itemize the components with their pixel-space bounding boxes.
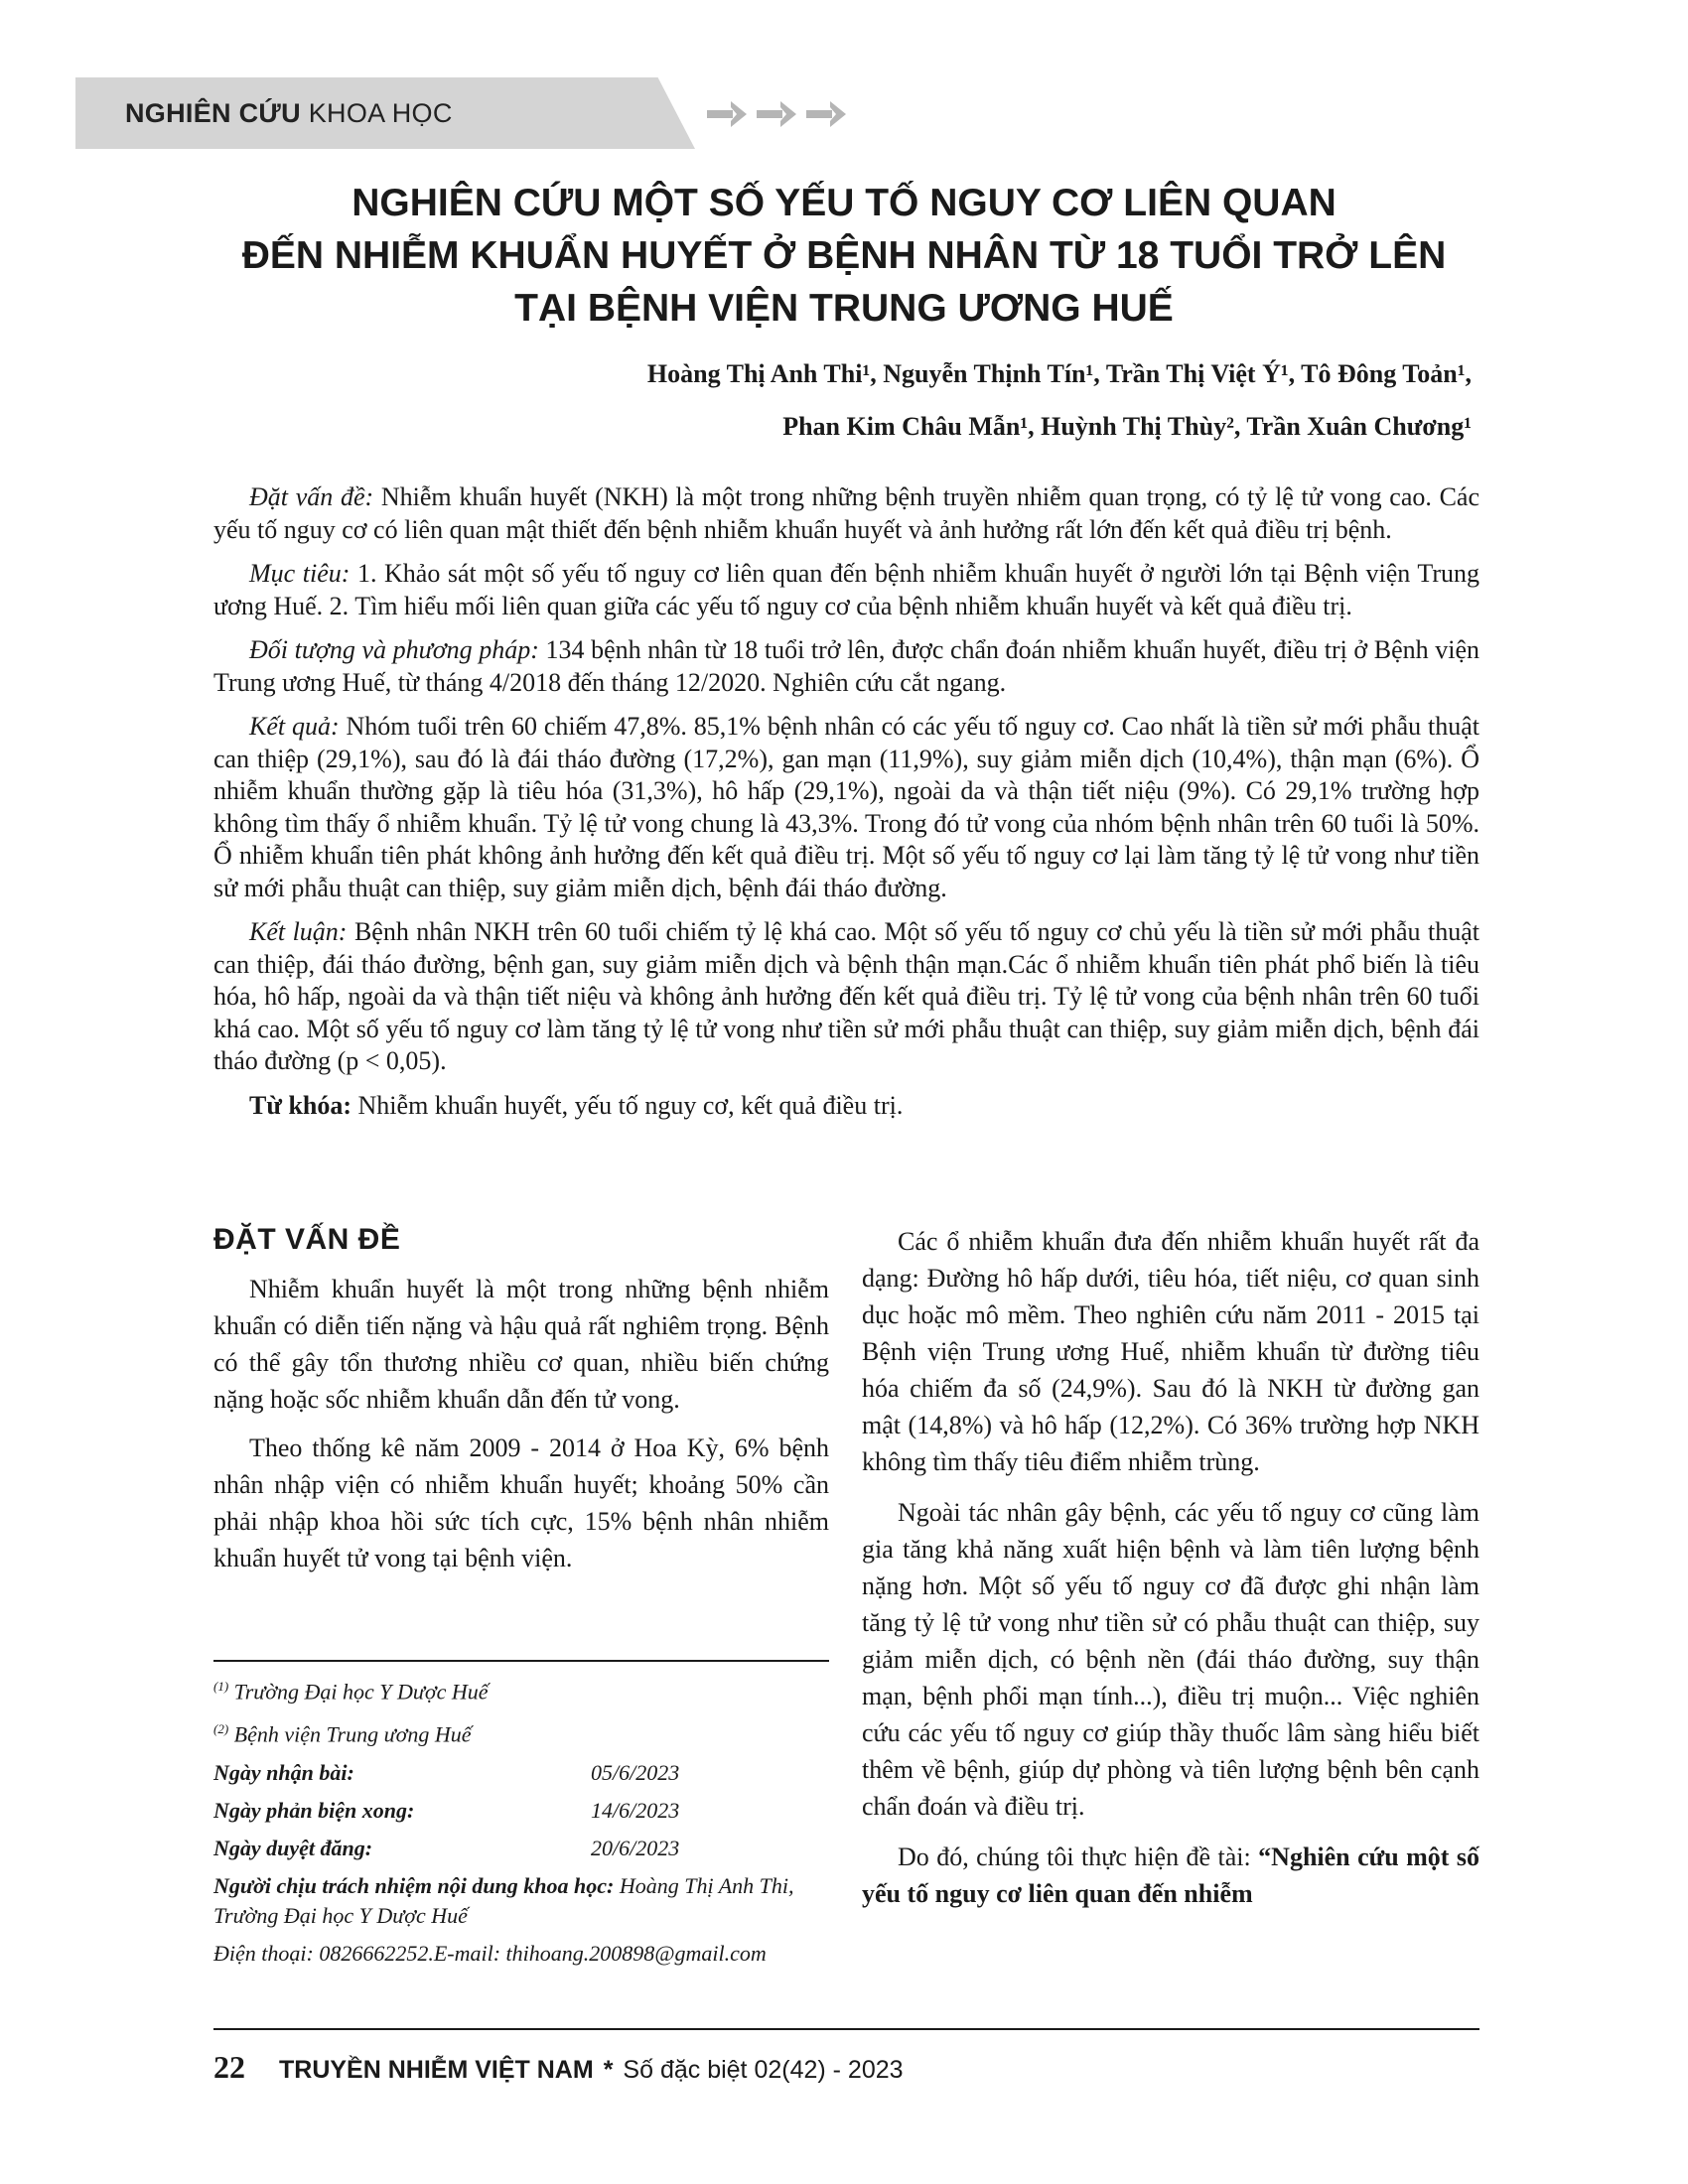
abstract-objective-label: Mục tiêu:	[249, 559, 351, 588]
article-title	[149, 177, 1539, 335]
abstract	[213, 481, 1479, 1134]
abstract-background-label: Đặt vấn đề:	[249, 482, 374, 511]
right-column	[862, 1223, 1479, 1926]
abstract-methods-text: 134 bệnh nhân từ 18 tuổi trở lên, được chẩn đoán nhiễm khuẩn huyết, điều trị ở Bệnh viện Trung ương Huế, từ tháng 4/2018 đến tháng 12/2020. Nghiên cứu cắt ngang.	[213, 635, 1479, 697]
accepted-value: 20/6/2023	[591, 1835, 680, 1860]
footer-rule	[213, 2028, 1479, 2030]
abstract-conclusion-text: Bệnh nhân NKH trên 60 tuổi chiếm tỷ lệ khá cao. Một số yếu tố nguy cơ chủ yếu là tiền sử mới phẫu thuật can thiệp, đái tháo đường, bệnh gan, suy giảm miễn dịch và bệnh thận mạn.Các ổ nhiễm khuẩn tiên phát phổ biến là tiêu hóa, hô hấp, ngoài da và thận tiết niệu và không ảnh hưởng đến kết quả điều trị. Tỷ lệ tử vong của bệnh nhân trên 60 tuổi khá cao. Một số yếu tố nguy cơ làm tăng tỷ lệ tử vong như tiền sử mới phẫu thuật can thiệp, suy giảm miễn dịch, bệnh đái tháo đường (p < 0,05).	[213, 917, 1479, 1075]
article-title-line1: NGHIÊN CỨU MỘT SỐ YẾU TỐ NGUY CƠ LIÊN QUAN	[352, 182, 1336, 224]
article-footnote	[213, 1660, 829, 1977]
author-line2: Phan Kim Châu Mẫn¹, Huỳnh Thị Thùy², Trần Xuân Chương¹	[782, 412, 1472, 441]
section-header-label	[125, 91, 453, 135]
abstract-methods	[213, 634, 1479, 699]
affiliation-2	[213, 1714, 829, 1749]
affiliation-1-text: Trường Đại học Y Dược Huế	[228, 1679, 489, 1705]
reviewed-label: Ngày phản biện xong:	[213, 1797, 415, 1823]
abstract-methods-label: Đối tượng và phương pháp:	[249, 635, 539, 664]
section-heading: ĐẶT VẤN ĐỀ	[213, 1223, 401, 1256]
affiliation-1	[213, 1672, 829, 1706]
received-label: Ngày nhận bài:	[213, 1759, 354, 1785]
triple-arrow-right-icon	[707, 97, 856, 131]
accepted-label: Ngày duyệt đăng:	[213, 1835, 373, 1860]
responsible-author	[213, 1871, 829, 1931]
left-column	[213, 1223, 829, 1588]
affiliation-2-mark: (2)	[213, 1721, 229, 1737]
received-value: 05/6/2023	[591, 1759, 680, 1785]
left-body-text	[213, 1271, 829, 1576]
reviewed-value: 14/6/2023	[591, 1797, 680, 1823]
author-line1: Hoàng Thị Anh Thi¹, Nguyễn Thịnh Tín¹, Trần Thị Việt Ý¹, Tô Đông Toản¹,	[646, 359, 1472, 388]
contact-info: Điện thoại: 0826662252.E-mail: thihoang.200898@gmail.com	[213, 1940, 767, 1966]
responsible-label: Người chịu trách nhiệm nội dung khoa học:	[213, 1872, 615, 1898]
abstract-results-label: Kết quả:	[249, 712, 340, 741]
right-paragraph-3-lead: Do đó, chúng tôi thực hiện đề tài:	[898, 1843, 1259, 1871]
affiliation-1-mark: (1)	[213, 1679, 229, 1694]
keywords-label: Từ khóa:	[249, 1090, 352, 1120]
right-body-text	[862, 1223, 1479, 1912]
received-date-row	[213, 1758, 829, 1788]
reviewed-date-row	[213, 1796, 829, 1826]
abstract-results-text: Nhóm tuổi trên 60 chiếm 47,8%. 85,1% bệnh nhân có các yếu tố nguy cơ. Cao nhất là tiền sử mới phẫu thuật can thiệp (29,1%), sau đó là đái tháo đường (17,2%), gan mạn (11,9%), suy giảm miễn dịch (10,4%), thận mạn (6%). Ổ nhiễm khuẩn thường gặp là tiêu hóa (31,3%), hô hấp (29,1%), ngoài da và thận tiết niệu (9%). Có 29,1% trường hợp không tìm thấy ổ nhiễm khuẩn. Tỷ lệ tử vong chung là 43,3%. Trong đó tử vong của nhóm bệnh nhân trên 60 tuổi là 50%. Ổ nhiễm khuẩn tiên phát không ảnh hưởng đến kết quả điều trị. Một số yếu tố nguy cơ lại làm tăng tỷ lệ tử vong như tiền sử mới phẫu thuật can thiệp, suy giảm miễn dịch, bệnh đái tháo đường.	[213, 712, 1479, 902]
responsible-value: Hoàng Thị Anh Thi, Trường Đại học Y Dược Huế	[213, 1872, 794, 1928]
footer-star: *	[603, 2056, 614, 2084]
section-header-regular: KHOA HỌC	[300, 98, 453, 128]
abstract-background-text: Nhiễm khuẩn huyết (NKH) là một trong những bệnh truyền nhiễm quan trọng, có tỷ lệ tử vong cao. Các yếu tố nguy cơ có liên quan mật thiết đến bệnh nhiễm khuẩn huyết và ảnh hưởng rất lớn đến kết quả điều trị bệnh.	[213, 482, 1479, 544]
journal-name: TRUYỀN NHIỄM VIỆT NAM	[279, 2056, 594, 2084]
abstract-objective-text: 1. Khảo sát một số yếu tố nguy cơ liên quan đến bệnh nhiễm khuẩn huyết ở người lớn tại Bệnh viện Trung ương Huế. 2. Tìm hiểu mối liên quan giữa các yếu tố nguy cơ của bệnh nhiễm khuẩn huyết và kết quả điều trị.	[213, 559, 1479, 620]
affiliation-2-text: Bệnh viện Trung ương Huế	[228, 1721, 472, 1747]
abstract-background	[213, 481, 1479, 546]
abstract-conclusion-label: Kết luận:	[249, 917, 348, 946]
right-paragraph-3	[862, 1839, 1479, 1912]
left-paragraph-2: Theo thống kê năm 2009 - 2014 ở Hoa Kỳ, 6% bệnh nhân nhập viện có nhiễm khuẩn huyết; khoảng 50% cần phải nhập khoa hồi sức tích cực, 15% bệnh nhân nhiễm khuẩn huyết tử vong tại bệnh viện.	[213, 1433, 829, 1572]
page-number: 22	[213, 2049, 245, 2085]
right-paragraph-2: Ngoài tác nhân gây bệnh, các yếu tố nguy cơ cũng làm gia tăng khả năng xuất hiện bệnh và làm tiên lượng bệnh nặng hơn. Một số yếu tố nguy cơ đã được ghi nhận làm tăng tỷ lệ tử vong như tiền sử có phẫu thuật can thiệp, suy giảm miễn dịch, có bệnh nền (đái tháo đường, suy thận mạn, bệnh phổi mạn tính...), điều trị muộn... Việc nghiên cứu các yếu tố nguy cơ giúp thầy thuốc lâm sàng hiểu biết thêm về bệnh, giúp dự phòng và tiên lượng bệnh bên cạnh chẩn đoán và điều trị.	[862, 1498, 1479, 1821]
left-paragraph-1: Nhiễm khuẩn huyết là một trong những bệnh nhiễm khuẩn có diễn tiến nặng và hậu quả rất nghiêm trọng. Bệnh có thể gây tổn thương nhiều cơ quan, nhiều biến chứng nặng hoặc sốc nhiễm khuẩn dẫn đến tử vong.	[213, 1275, 829, 1414]
author-list	[647, 347, 1472, 453]
article-title-line2: ĐẾN NHIỄM KHUẨN HUYẾT Ở BỆNH NHÂN TỪ 18 TUỔI TRỞ LÊN	[241, 234, 1447, 277]
article-title-line3: TẠI BỆNH VIỆN TRUNG ƯƠNG HUẾ	[514, 287, 1174, 330]
abstract-keywords	[213, 1090, 1479, 1123]
accepted-date-row	[213, 1834, 829, 1863]
keywords-text: Nhiễm khuẩn huyết, yếu tố nguy cơ, kết quả điều trị.	[352, 1090, 904, 1120]
study-title-quote: “Nghiên cứu một số yếu tố nguy cơ liên quan đến nhiễm	[862, 1843, 1479, 1908]
section-header-bold: NGHIÊN CỨU	[125, 98, 301, 128]
journal-issue: Số đặc biệt 02(42) - 2023	[623, 2056, 904, 2084]
right-paragraph-1: Các ổ nhiễm khuẩn đưa đến nhiễm khuẩn huyết rất đa dạng: Đường hô hấp dưới, tiêu hóa, tiết niệu, cơ quan sinh dục hoặc mô mềm. Theo nghiên cứu năm 2011 - 2015 tại Bệnh viện Trung ương Huế, nhiễm khuẩn từ đường tiêu hóa chiếm đa số (24,9%). Sau đó là NKH từ đường gan mật (14,8%) và hô hấp (12,2%). Có 36% trường hợp NKH không tìm thấy tiêu điểm nhiễm trùng.	[862, 1227, 1479, 1476]
page-footer	[213, 2047, 904, 2087]
abstract-objective	[213, 558, 1479, 622]
abstract-conclusion	[213, 916, 1479, 1078]
abstract-results	[213, 711, 1479, 904]
